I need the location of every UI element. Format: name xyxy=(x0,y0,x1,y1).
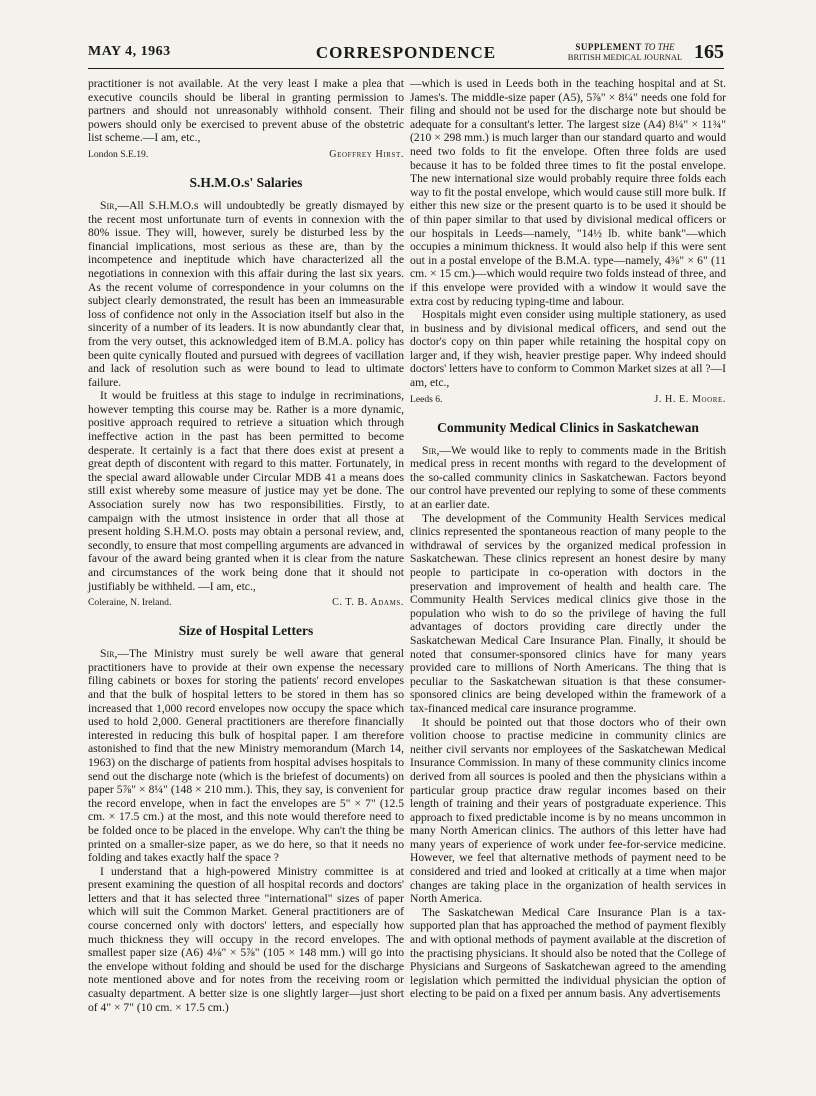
supplement-word: SUPPLEMENT xyxy=(575,42,642,52)
salutation: Sir, xyxy=(100,647,118,661)
signature-moore xyxy=(410,394,726,406)
signature-adams xyxy=(88,597,404,609)
signature-name: C. T. B. Adams. xyxy=(332,597,404,609)
letter-paragraph xyxy=(410,444,726,512)
letter-title-saskatchewan-clinics: Community Medical Clinics in Saskatchewan xyxy=(437,419,699,435)
letter-paragraph: The development of the Community Health Services medical clinics represented the spontaneous reaction of many people to the withdrawal of services by the organized medical profession in Saskatchewan. These clinics represent an honest desire by many people to participate in co-operation with doctors in the preservation and improvement of health and health care. The Community Health Services medical clinics give those in the population who wish to do so the privilege of having the full advantages of doctors providing care directly under the Saskatchewan Medical Care Insurance Plan. Finally, it should be noted that consumer-sponsored clinics have for many years provided care to millions of North Americans. The thing that is peculiar to the Saskatchewan situation is that these consumer-sponsored clinics are being developed within the framework of a tax-financed medical care insurance programme. xyxy=(410,511,726,715)
continued-letter-text: practitioner is not available. At the very least I make a plea that executive councils should be liberal in granting permission to partners and should not unreasonably withhold consent. Their powers should only be exercised to prevent abuse of the obstetric list scheme.—I am, etc., xyxy=(88,77,404,145)
supplement-to-the: TO THE xyxy=(644,42,675,52)
signature-location: London S.E.19. xyxy=(88,148,149,160)
paragraph-text: —The Ministry must surely be well aware that general practitioners have to provide at their own expense the necessary filing cabinets or boxes for storing the patients' record envelopes and that the bulk of hospital letters to be stored in them has so increased that 1,000 record envelopes now occupy the space which used to hold 2,000. General practitioners are therefore financially interested in reducing this bulk of hospital paper. I am therefore astonished to find that the new Ministry memorandum (March 14, 1963) on the discharge of patients from hospital advises hospitals to send out the discharge note (which is the briefest of documents) on paper 5⅞" × 8¼" (148 × 210 mm.). This, they say, is convenient for the record envelope, when in fact the envelopes are 5" × 7" (12.5 cm. × 17.5 cm.) at the most, and this note would therefore need to be folded once to be placed in the envelope. Why can't the thing be printed on a smaller-size paper, as we do here, so that it needs no folding and takes exactly half the space ? xyxy=(88,647,404,865)
salutation: Sir, xyxy=(422,443,440,457)
right-column xyxy=(410,77,726,1001)
journal-name: BRITISH MEDICAL JOURNAL xyxy=(567,52,683,62)
signature-location: Coleraine, N. Ireland. xyxy=(88,597,172,609)
letter-paragraph: It would be fruitless at this stage to indulge in recriminations, however tempting this course may be. Rather is a more dynamic, positive approach required to retrieve a situation which through ineffective action in the past has been permitted to become desperate. It certainly is a fact that there does exist at present a great depth of discontent with regard to this matter. Fortunately, in the special award allowable under Circular MDB 41 a means does still exist whereby some measure of justice may yet be done. The Association surely now has two responsibilities. Firstly, to campaign with the utmost insistence in order that all those at present holding S.H.M.O. posts may obtain a personal review, and, secondly, to ensure that most compelling arguments are advanced in favour of the award being granted when it is clear from the nature and circumstances of the work being done that it should not justifiably be withheld. —I am, etc., xyxy=(88,389,404,593)
page-header xyxy=(88,40,724,69)
letter-paragraph xyxy=(88,199,404,389)
left-column xyxy=(88,77,404,1014)
letter-paragraph xyxy=(88,647,404,865)
letter-paragraph: The Saskatchewan Medical Care Insurance Plan is a tax-supported plan that has approached the method of payment flexibly and with optional methods of payment available at the discretion of the practising physicians. It should also be noted that the College of Physicians and Surgeons of Saskatchewan agreed to the amending legislation which permitted the individual physician the option of electing to be paid on a fixed per annum basis. Any advertisements xyxy=(410,905,726,1001)
signature-name: J. H. E. Moore. xyxy=(654,393,726,405)
signature-hirst xyxy=(88,149,404,161)
letter-paragraph: Hospitals might even consider using multiple stationery, as used in business and by divisional medical officers, and send out the doctor's copy on thin paper while retaining the hospital copy on larger and, if they wish, heavier prestige paper. Why indeed should doctors' letters have to conform to Common Market sizes at all ?—I am, etc., xyxy=(410,308,726,390)
letter-title-hospital-letters: Size of Hospital Letters xyxy=(178,623,314,639)
supplement-label xyxy=(566,42,684,62)
paragraph-text: —We would like to reply to comments made in the British medical press in recent months with regard to the development of the so-called community clinics in Saskatchewan. Factors beyond our control have prevented our replying to some of these comments at an earlier date. xyxy=(410,443,726,512)
letter-paragraph: —which is used in Leeds both in the teaching hospital and at St. James's. The middle-size paper (A5), 5⅞" × 8¼" needs one fold for filing and should not be used for the discharge note but should be adequate for a consultant's letter. The largest size (A4) 8¼" × 11¾" (210 × 298 mm.) is much larger than our standard quarto and would need two folds to fit the envelope. Often three folds are used because it has to be folded three times to fit the postal envelope. The new international size would probably require three folds each way to fit the postal envelope, which would cause still more bulk. If either this new size or the present quarto is to be used it should be of thin paper similar to that used by divisional medical officers or our hospitals in Leeds—namely, "14½ lb. white bank"—which occupies a minimum thickness. It would also help if this were sent out in a postal envelope of the B.M.A. type—namely, 4⅜" × 6" (11 cm. × 15 cm.)—which would require two folds instead of three, and if this envelope were provided with a window it would save the extra cost by reducing typing-time and labour. xyxy=(410,77,726,308)
letter-paragraph: I understand that a high-powered Ministry committee is at present examining the question of all hospital records and doctors' letters and that it has selected three "international" sizes of paper which will suit the Common Market. General practitioners are of course concerned only with doctors' letters, and especially how much thickness they will occupy in the record envelopes. The smallest paper size (A6) 4⅛" × 5⅞" (105 × 148 mm.) will go into the envelope without folding and should be used for the discharge note mentioned above and for notes from the receiving room or casualty department. A better size is one slightly larger—just short of 4" × 7" (10 cm. × 17.5 cm.) xyxy=(88,864,404,1014)
salutation: Sir, xyxy=(100,198,118,212)
section-title: CORRESPONDENCE xyxy=(315,43,497,62)
paragraph-text: —All S.H.M.O.s will undoubtedly be greatly dismayed by the recent most unfortunate turn of events in connexion with the 80% issue. They will, however, surely be disturbed less by the financial implications, most serious as these are, than by the incompetence and ineptitude which have characterized all the negotiations in connexion with this affair during the last six years. As the recent volume of correspondence in your columns on the subject clearly demonstrated, the result has been an immeasurable loss of confidence not only in the Association itself but also in the sincerity of a number of its leaders. It is now abundantly clear that, from the very outset, this acknowledged item of B.M.A. policy has been quite cynically flouted and pursued with degrees of vacillation and lack of resolution such as were bound to lead to ultimate failure. xyxy=(88,198,404,389)
letter-paragraph: It should be pointed out that those doctors who of their own volition choose to practise medicine in community clinics are neither civil servants nor employees of the Saskatchewan Medical Insurance Commission. In many of these community clinics income derived from all sources is pooled and then the physicians within a particular group practice draw regular incomes based on their length of training and their years of postgraduate experience. This approach to fixed predictable income is by no means uncommon in many North American clinics. The authors of this letter have had many years of experience of work under fee-for-service medicine. However, we feel that alternative methods of payment need to be considered and tried and looked at critically at a time when major changes are taking place in the organization of health services in North America. xyxy=(410,715,726,906)
signature-name: Geoffrey Hirst. xyxy=(329,148,404,160)
page-number: 165 xyxy=(694,41,724,63)
letter-title-shmo-salaries: S.H.M.O.s' Salaries xyxy=(189,174,303,190)
signature-location: Leeds 6. xyxy=(410,393,443,405)
issue-date: MAY 4, 1963 xyxy=(88,44,171,59)
